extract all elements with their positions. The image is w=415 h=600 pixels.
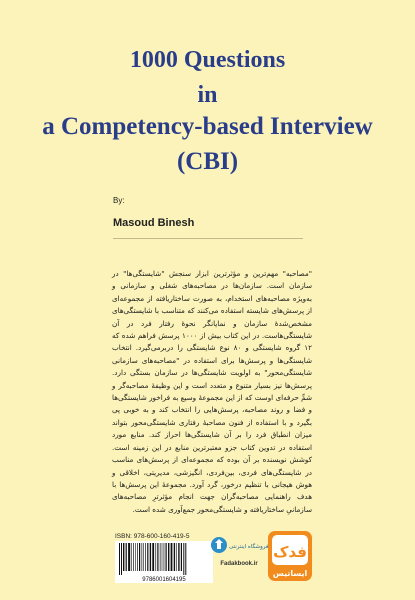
barcode-digits: 9786001604195 (142, 577, 186, 583)
publisher-logo (266, 529, 314, 583)
title-line-2: in (197, 82, 218, 108)
barcode-bar (131, 543, 132, 571)
barcode-bar (123, 543, 124, 571)
divider-line (113, 238, 303, 239)
store-logo-icon (210, 531, 269, 561)
barcode-bar (164, 543, 165, 571)
barcode-bar (145, 543, 146, 571)
publisher-logo-mark: فدک (273, 543, 307, 561)
title-line-4: (CBI) (176, 148, 239, 175)
barcode-bar (176, 543, 177, 571)
barcode-bar (162, 543, 163, 571)
by-label: By: (113, 196, 125, 205)
barcode-bar (157, 543, 158, 571)
isbn-barcode (115, 541, 213, 583)
barcode-bar (119, 543, 120, 575)
barcode-bar (171, 543, 173, 571)
barcode-bar (168, 543, 169, 571)
book-description: "مصاحبه" مهم‌ترین و مؤثرترین ابزار سنجش "شایستگی‌ها" در سازمان است. سازمان‌ها در مصاحبه‌های شغلی و سازمانی و به‌ویژه مصاحبه‌های استخدام، به صورت ساختاریافته از مجموعه‌ای از پرسش‌های شایسته استفاده می‌کنند که متناسب با شایستگی‌های مشخص‌شدهٔ سازمان و نمایانگر نحوهٔ رفتار فرد در آن شایستگی‌هاست. در این کتاب بیش از ۱۰۰۰ پرسش فراهم شده که ۱۲ گروه شایستگی و ۸۰ نوع شایستگی را دربرمی‌گیرد. انتخاب شایستگی‌ها و پرسش‌ها برای استفاده در "مصاحبه‌های سازمانی شایستگی‌محور" به اولویت شایستگی‌ها در سازمان بستگی دارد. پرسش‌ها نیز بسیار متنوع و متعدد است و این وظیفهٔ مصاحبه‌گر و شمِّ حرفه‌ای اوست که از این مجموعهٔ وسیع به فراخور شایستگی‌ها و فضا و روند مصاحبه، پرسش‌هایی را انتخاب کند و به خوبی پی بگیرد و با استفاده از فنون مصاحبهٔ رفتاری شایستگی‌محور بتواند میزان انطباق فرد را بر آن شایستگی‌ها احراز کند. منابع مورد استفاده در تدوین کتاب جزو معتبرترین منابع در این زمینه است. کوشش نویسنده بر آن بوده که مجموعه‌ای از پرسش‌های مناسب در شایستگی‌های فردی، بین‌فردی، انگیزشی، مدیریتی، اخلاقی و هوش هیجانی با تنظیم درخور، گرد آورد. مجموعهٔ این پرسش‌ها با هدف راهنمایی مصاحبه‌گران جهت انجام مؤثرترِ مصاحبه‌های سازمانیِ ساختاریافته و شایستگی‌محور جمع‌آوری شده است. (112, 269, 313, 514)
barcode-bar (147, 543, 148, 571)
barcode-bar (133, 543, 134, 571)
barcode-bar (137, 543, 138, 571)
barcode-bar (150, 543, 151, 571)
title-line-3: a Competency-based Interview (42, 113, 373, 140)
author-name: Masoud Binesh (113, 217, 195, 229)
publisher-logo-sub: ایساتیس (272, 569, 308, 578)
barcode-bar (166, 543, 167, 571)
barcode-bar (178, 543, 179, 571)
title-line-1: 1000 Questions (129, 47, 286, 73)
barcode-bar (142, 543, 143, 571)
barcode-bar (139, 543, 140, 571)
barcode-bar (155, 543, 156, 571)
barcode-bar (143, 543, 144, 571)
barcode-bar (160, 543, 161, 571)
barcode-bar (135, 543, 136, 571)
barcode-bar (183, 543, 184, 575)
barcode-bar (152, 543, 154, 571)
barcode-bar (128, 543, 130, 571)
barcode-bar (121, 543, 122, 575)
store-logo-text: فروشگاه اینترنتی (229, 544, 269, 550)
barcode-bar (126, 543, 127, 571)
barcode-graphic (115, 541, 213, 583)
barcode-bar (185, 543, 186, 575)
store-website: Fadakbook.ir (220, 561, 258, 567)
barcode-bar (181, 543, 182, 571)
isbn-label: ISBN: 978-600-160-419-5 (115, 533, 190, 540)
publisher-logo-icon (266, 529, 314, 583)
barcode-bar (174, 543, 175, 571)
